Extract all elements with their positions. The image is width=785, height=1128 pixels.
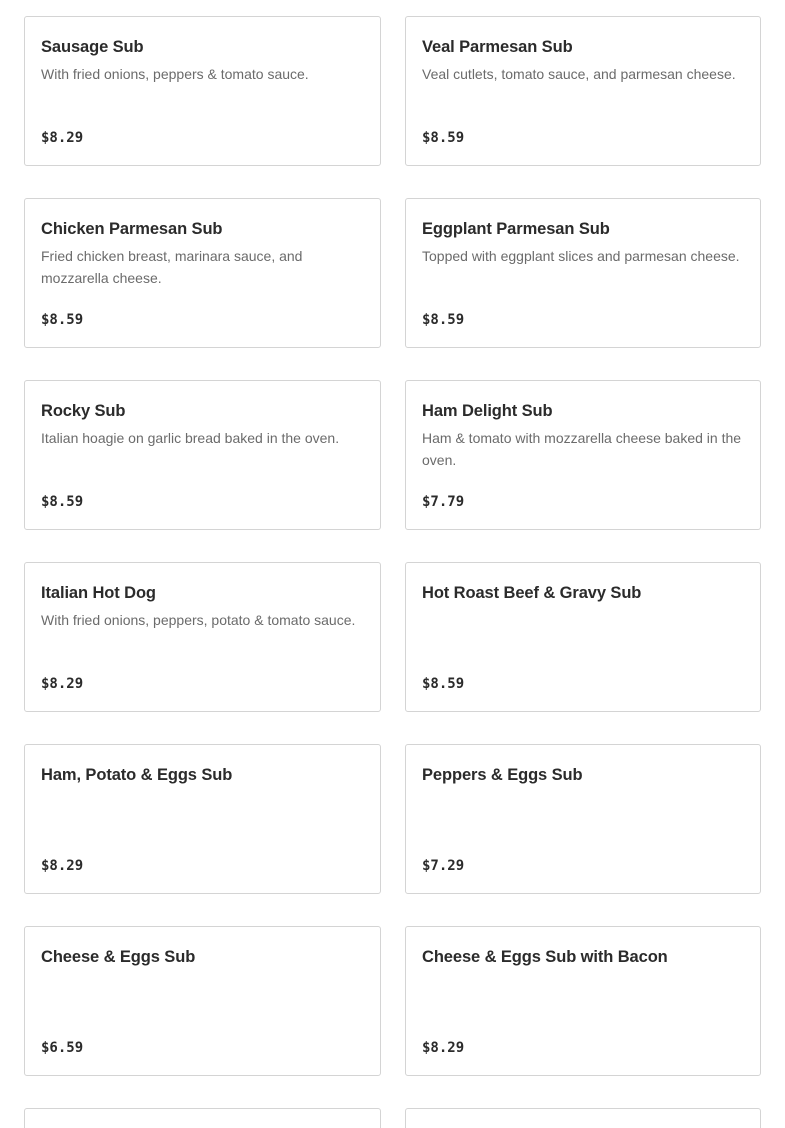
menu-item-card[interactable]: [405, 198, 761, 348]
menu-item-description: Italian hoagie on garlic bread baked in the oven.: [41, 430, 340, 446]
menu-item-price: $8.29: [41, 676, 84, 692]
menu-item-card[interactable]: [24, 16, 381, 166]
menu-item-card[interactable]: [405, 744, 761, 894]
menu-item-description: Topped with eggplant slices and parmesan cheese.: [422, 248, 740, 264]
menu-item-description: Ham & tomato with mozzarella cheese baked in the oven.: [422, 430, 742, 468]
menu-item-card[interactable]: [405, 562, 761, 712]
menu-item-name: Sausage Sub: [41, 38, 144, 56]
menu-item-card[interactable]: [24, 744, 381, 894]
menu-item-card[interactable]: [24, 198, 381, 348]
menu-item-price: $8.59: [41, 312, 84, 328]
menu-item-name: Cheese & Eggs Sub: [41, 948, 196, 966]
menu-item-card-partial[interactable]: [24, 1108, 381, 1128]
menu-item-price: $6.59: [41, 1040, 84, 1056]
menu-item-name: Chicken Parmesan Sub: [41, 220, 223, 238]
menu-item-description: With fried onions, peppers & tomato sauce.: [41, 66, 309, 82]
menu-item-description: Veal cutlets, tomato sauce, and parmesan cheese.: [422, 66, 736, 82]
menu-item-price: $8.29: [422, 1040, 465, 1056]
menu-item-price: $8.59: [41, 494, 84, 510]
menu-item-name: Rocky Sub: [41, 402, 126, 420]
menu-item-name: Hot Roast Beef & Gravy Sub: [422, 584, 642, 602]
menu-item-price: $8.59: [422, 676, 465, 692]
menu-item-price: $8.29: [41, 858, 84, 874]
menu-item-card[interactable]: [24, 380, 381, 530]
menu-item-price: $8.59: [422, 312, 465, 328]
menu-item-name: Cheese & Eggs Sub with Bacon: [422, 948, 668, 966]
menu-item-card[interactable]: [405, 16, 761, 166]
menu-item-name: Italian Hot Dog: [41, 584, 156, 602]
menu-item-name: Ham Delight Sub: [422, 402, 553, 420]
menu-item-description: With fried onions, peppers, potato & tomato sauce.: [41, 612, 356, 628]
menu-item-name: Veal Parmesan Sub: [422, 38, 573, 56]
menu-item-card[interactable]: [405, 380, 761, 530]
menu-item-card[interactable]: [24, 926, 381, 1076]
menu-items-grid: [24, 16, 761, 1128]
menu-item-card[interactable]: [24, 562, 381, 712]
menu-item-description: Fried chicken breast, marinara sauce, and mozzarella cheese.: [41, 248, 303, 286]
menu-item-name: Peppers & Eggs Sub: [422, 766, 583, 784]
menu-item-price: $8.59: [422, 130, 465, 146]
menu-item-price: $8.29: [41, 130, 84, 146]
menu-item-name: Eggplant Parmesan Sub: [422, 220, 610, 238]
menu-item-card[interactable]: [405, 926, 761, 1076]
menu-item-price: $7.79: [422, 494, 465, 510]
menu-item-price: $7.29: [422, 858, 465, 874]
menu-item-card-partial[interactable]: [405, 1108, 761, 1128]
menu-item-name: Ham, Potato & Eggs Sub: [41, 766, 233, 784]
